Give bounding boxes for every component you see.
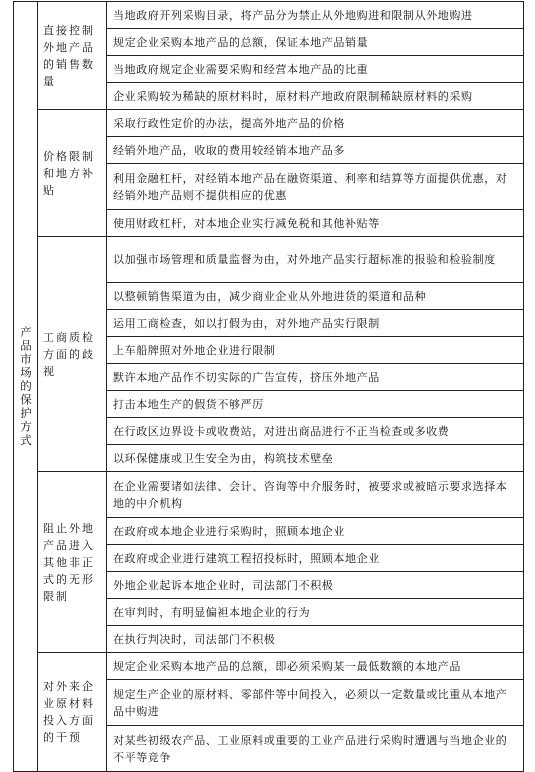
table-cell: 在政府或企业进行建筑工程招投标时，照顾本地企业 bbox=[107, 545, 524, 572]
table-cell: 规定企业采购本地产品的总额，保证本地产品销量 bbox=[107, 29, 524, 56]
main-category-label: 产品市场的保护方式 bbox=[19, 325, 33, 448]
table-cell: 经销外地产品，收取的费用较经销本地产品多 bbox=[107, 137, 524, 164]
table-row bbox=[14, 653, 524, 680]
table-cell: 采取行政性定价的办法，提高外地产品的价格 bbox=[107, 110, 524, 137]
table-cell: 以环保健康或卫生安全为由，构筑技术壁垒 bbox=[107, 445, 524, 472]
table-cell: 当地政府开列采购目录，将产品分为禁止从外地购进和限制从外地购进 bbox=[107, 2, 524, 29]
table-row bbox=[14, 237, 524, 283]
table-cell: 默许本地产品作不切实际的广告宣传，挤压外地产品 bbox=[107, 364, 524, 391]
table-row bbox=[14, 2, 524, 29]
table-cell: 外地企业起诉本地企业时，司法部门不积极 bbox=[107, 572, 524, 599]
table-cell: 以整顿销售渠道为由，减少商业企业从外地进货的渠道和品种 bbox=[107, 283, 524, 310]
table-cell: 当地政府规定企业需要采购和经营本地产品的比重 bbox=[107, 56, 524, 83]
table-cell: 使用财政杠杆，对本地企业实行减免税和其他补贴等 bbox=[107, 210, 524, 237]
table-cell: 打击本地生产的假货不够严厉 bbox=[107, 391, 524, 418]
table-cell: 在执行判决时，司法部门不积极 bbox=[107, 626, 524, 653]
table-cell: 利用金融杠杆，对经销本地产品在融资渠道、利率和结算等方面提供优惠，对经销外地产品则不提供相应的优惠 bbox=[107, 164, 524, 210]
table-cell: 规定生产企业的原材料、零部件等中间投入，必须以一定数量或比重从本地产品中购进 bbox=[107, 680, 524, 726]
table-cell: 企业采购较为稀缺的原材料时，原材料产地政府限制稀缺原材料的采购 bbox=[107, 83, 524, 110]
category-label: 阻止外地产品进入其他非正式的无形限制 bbox=[38, 472, 107, 653]
table-cell: 在企业需要诸如法律、会计、咨询等中介服务时，被要求或被暗示要求选择本地的中介机构 bbox=[107, 472, 524, 518]
table-cell: 在政府或本地企业进行采购时，照顾本地企业 bbox=[107, 518, 524, 545]
table-cell: 在审判时，有明显偏袒本地企业的行为 bbox=[107, 599, 524, 626]
category-label: 工商质检方面的歧视 bbox=[38, 237, 107, 472]
table-cell: 以加强市场管理和质量监督为由，对外地产品实行超标准的报验和检验制度 bbox=[107, 237, 524, 283]
table-cell: 在行政区边界设卡或收费站，对进出商品进行不正当检查或多收费 bbox=[107, 418, 524, 445]
table-row bbox=[14, 110, 524, 137]
main-category-cell bbox=[14, 2, 38, 772]
table-cell: 规定企业采购本地产品的总额，即必须采购某一最低数额的本地产品 bbox=[107, 653, 524, 680]
table-cell: 上车船牌照对外地企业进行限制 bbox=[107, 337, 524, 364]
category-label: 对外来企业原材料投入方面的干预 bbox=[38, 653, 107, 772]
table-cell: 运用工商检查，如以打假为由，对外地产品实行限制 bbox=[107, 310, 524, 337]
table-cell: 对某些初级农产品、工业原料或重要的工业产品进行采购时遭遇与当地企业的不平等竞争 bbox=[107, 726, 524, 772]
category-label: 直接控制外地产品的销售数量 bbox=[38, 2, 107, 110]
protection-methods-table bbox=[13, 1, 524, 772]
category-label: 价格限制和地方补贴 bbox=[38, 110, 107, 237]
table-row bbox=[14, 472, 524, 518]
